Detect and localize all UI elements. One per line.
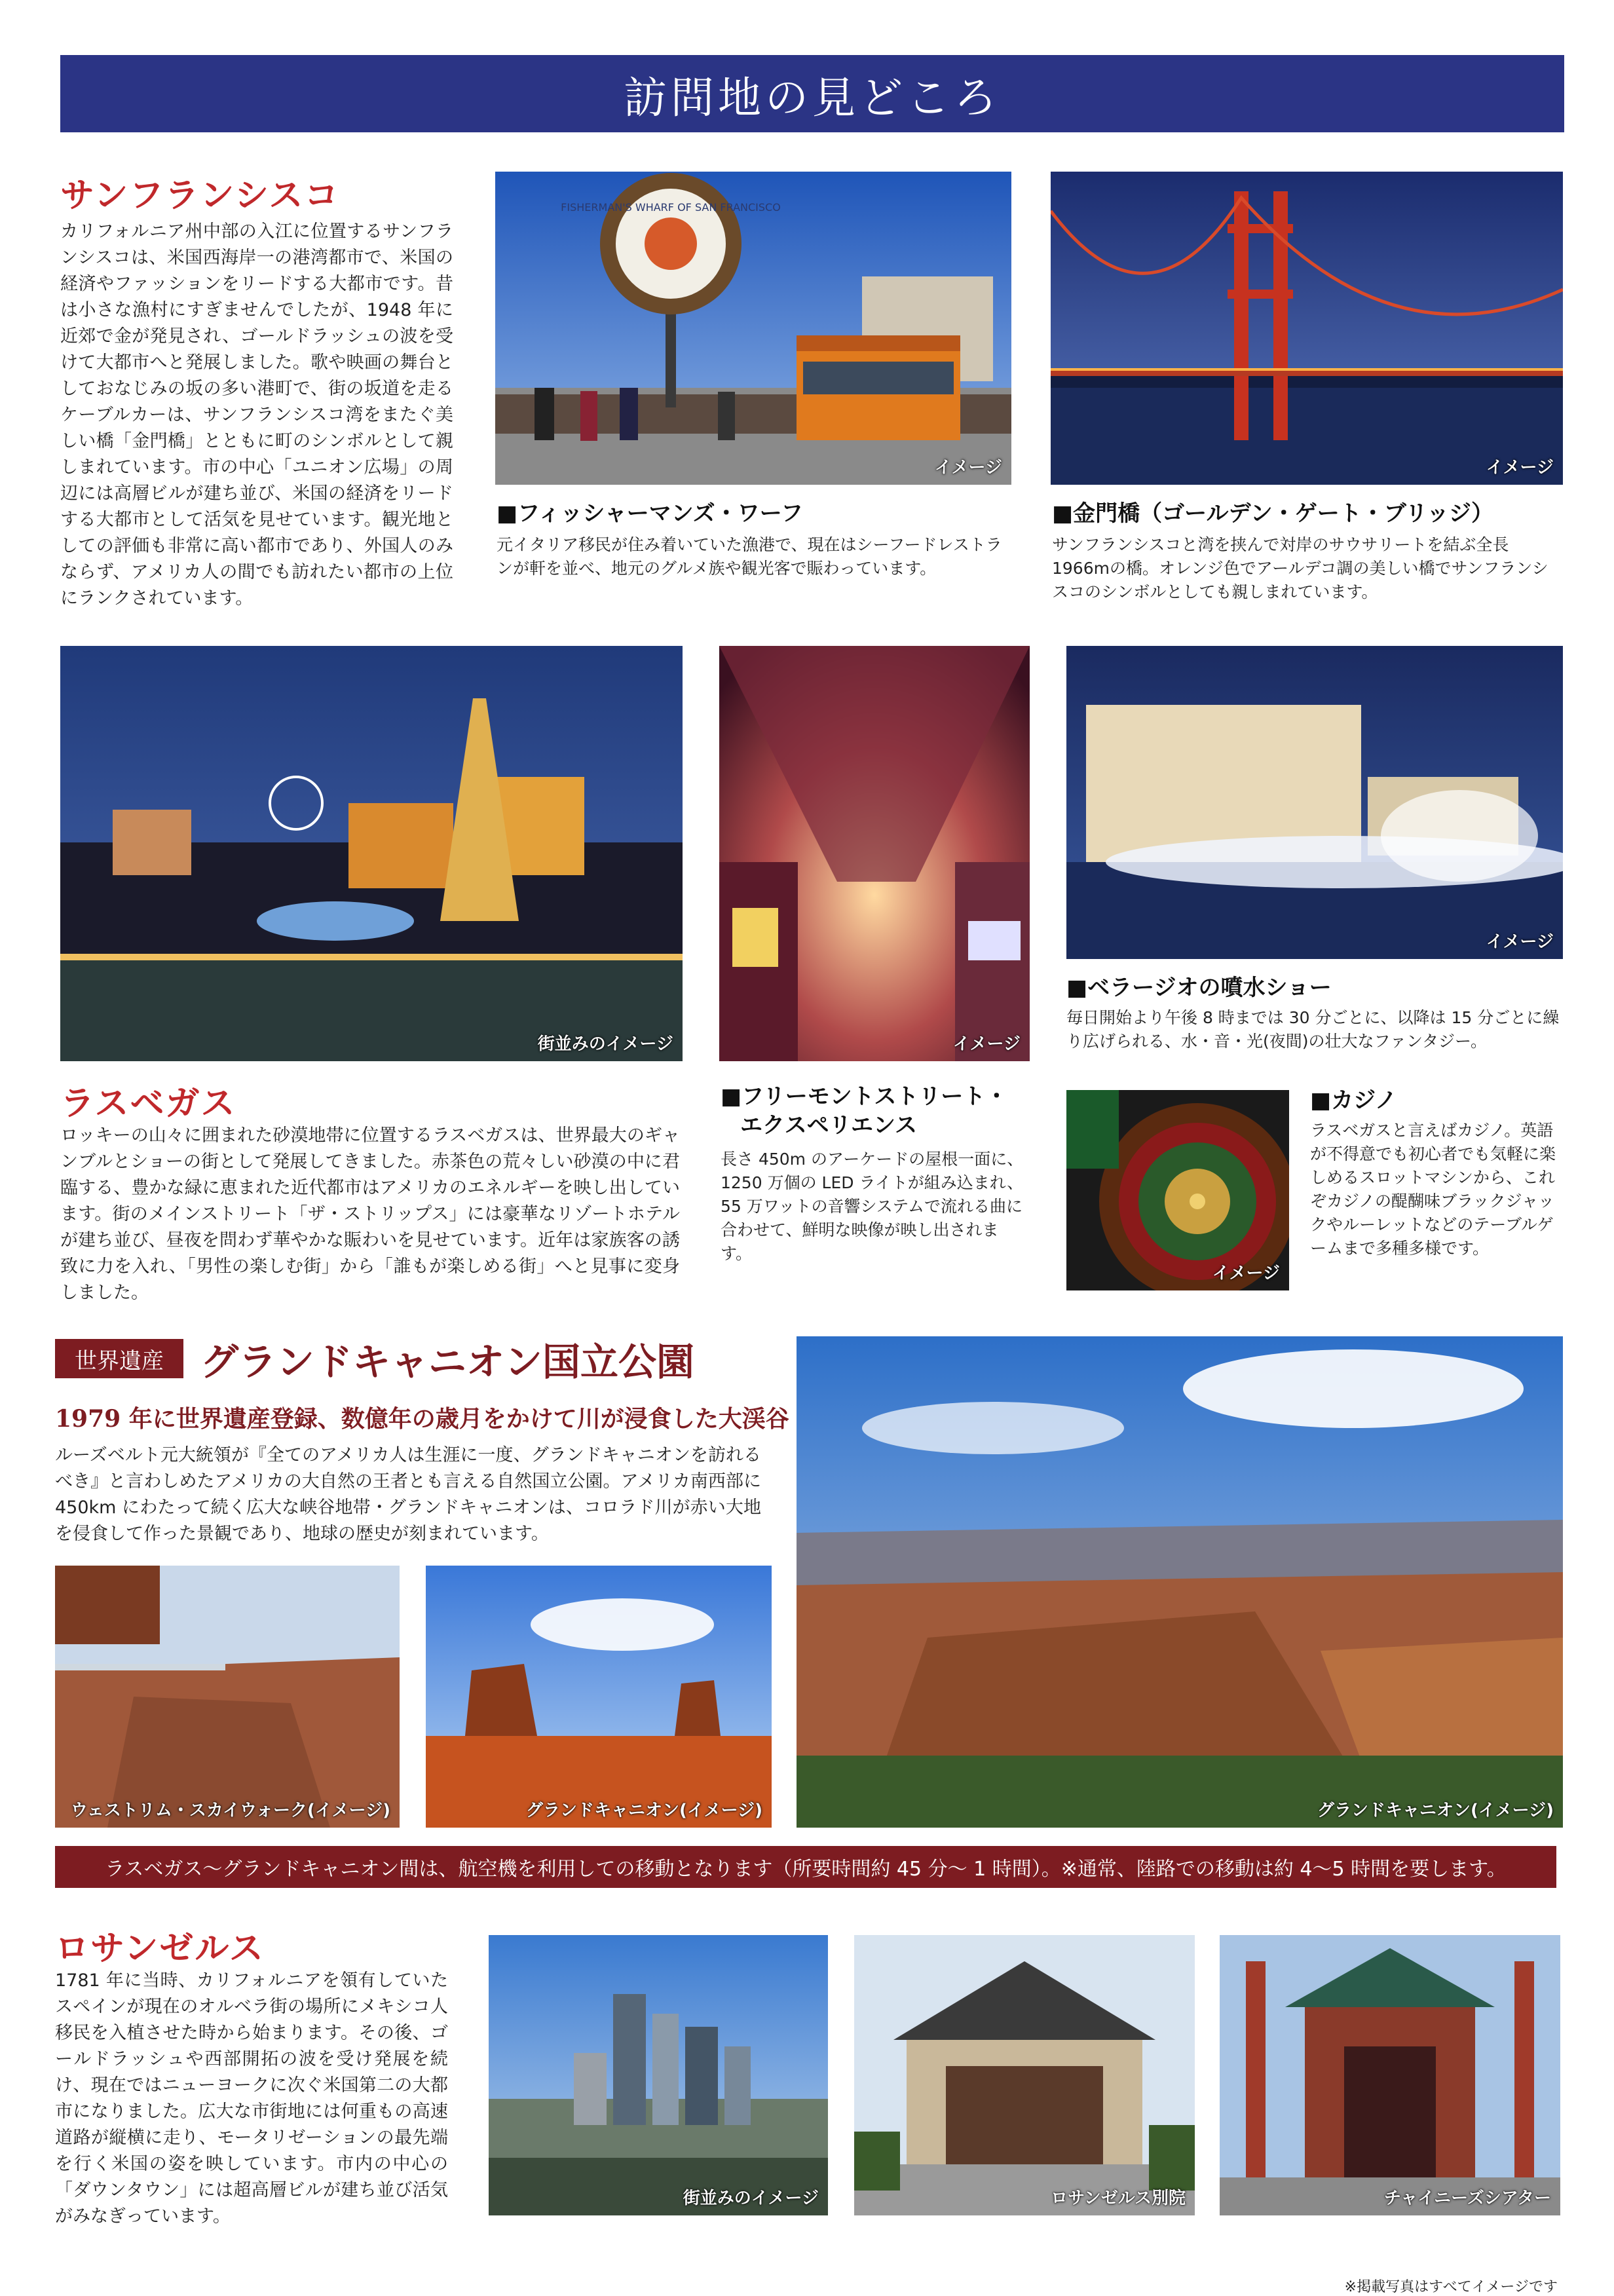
world-heritage-badge: 世界遺産	[55, 1339, 183, 1378]
footnote: ※掲載写真はすべてイメージです	[1344, 2279, 1558, 2295]
bellagio-image-badge: イメージ	[1486, 932, 1554, 952]
grandcanyon-body: ルーズベルト元大統領が『全てのアメリカ人は生涯に一度、グランドキャニオンを訪れるべき』と言わしめたアメリカの大自然の王者とも言える自然国立公園。アメリカ南西部に 450km にわたって続く広大な峡谷地帯・グランドキャニオンは、コロラド川が赤い大地を侵食して作った景観であり、地球の歴史が刻まれています。	[55, 1445, 761, 1544]
lasvegas-cityscape-badge: 街並みのイメージ	[537, 1034, 673, 1054]
goldengate-image-badge: イメージ	[1486, 458, 1554, 478]
bellagio-text: 毎日開始より午後 8 時までは 30 分ごとに、以降は 15 分ごとに繰り広げられる、水・音・光(夜間)の壮大なファンタジー。	[1066, 1008, 1560, 1051]
fremont-title-line1: ■フリーモントストリート・	[721, 1083, 1008, 1110]
lasvegas-body: ロッキーの山々に囲まれた砂漠地帯に位置するラスベガスは、世界最大のギャンブルとショーの街として発展してきました。赤茶色の荒々しい砂漠の中に君臨する、豊かな緑に恵まれた近代都市はアメリカのエネルギーを映し出しています。街のメインストリート「ザ・ストリップス」には豪華なリゾートホテルが建ち並び、昼夜を問わず華やかな賑わいを見せています。近年は家族客の誘致に力を入れ、「男性の楽しむ街」から「誰もが楽しめる街」へと見事に変身しました。	[60, 1125, 680, 1303]
photo-skywalk	[55, 1566, 400, 1828]
monument-image-badge: グランドキャニオン(イメージ)	[526, 1801, 762, 1820]
wharf-text: 元イタリア移民が住み着いていた漁港で、現在はシーフードレストランが軒を並べ、地元のグルメ族や観光客で賑わっています。	[497, 535, 1002, 578]
section-title-lasvegas: ラスベガス	[60, 1084, 236, 1123]
section-title-losangeles: ロサンゼルス	[55, 1929, 265, 1968]
photo-monument-valley	[426, 1566, 772, 1828]
photo-lasvegas-cityscape	[60, 646, 683, 1061]
fremont-text: 長さ 450m のアーケードの屋根一面に、1250 万個の LED ライトが組み込まれ、55 万ワットの音響システムで流れる曲に合わせて、鮮明な映像が映し出されます。	[721, 1150, 1024, 1263]
losangeles-body: 1781 年に当時、カリフォルニアを領有していたスペインが現在のオルベラ街の場所にメキシコ人移民を入植させた時から始まります。その後、ゴールドラッシュや西部開拓の波を受け発展を続け、現在ではニューヨークに次ぐ米国第二の大都市になりました。広大な市街地には何重もの高速道路が縦横に走り、モータリゼーションの最先端を行く米国の姿を映しています。市内の中心の「ダウンタウン」には超高層ビルが建ち並び活気がみなぎっています。	[55, 1970, 448, 2227]
grandcanyon-main-badge: グランドキャニオン(イメージ)	[1317, 1801, 1554, 1820]
section-title-grandcanyon: グランドキャニオン国立公園	[200, 1340, 695, 1384]
casino-image-badge: イメージ	[1212, 1264, 1280, 1283]
wharf-sign-text: FISHERMAN'S WHARF OF SAN FRANCISCO	[561, 201, 781, 214]
photo-chinese-theatre	[1220, 1935, 1560, 2215]
photo-bellagio-fountain	[1066, 646, 1563, 959]
photo-fishermans-wharf	[495, 172, 1011, 485]
casino-title: ■カジノ	[1310, 1087, 1397, 1114]
la-downtown-badge: 街並みのイメージ	[683, 2189, 819, 2208]
section-title-sanfrancisco: サンフランシスコ	[60, 176, 340, 216]
goldengate-text: サンフランシスコと湾を挟んで対岸のサウサリートを結ぶ全長1966mの橋。オレンジ色でアールデコ調の美しい橋でサンフランシスコのシンボルとしても親しまれています。	[1052, 535, 1548, 601]
bellagio-title: ■ベラージオの噴水ショー	[1066, 975, 1332, 1001]
photo-la-downtown	[489, 1935, 828, 2215]
grandcanyon-subtitle: 1979 年に世界遺産登録、数億年の歳月をかけて川が浸食した大渓谷	[55, 1405, 789, 1433]
fremont-title-line2: エクスペリエンス	[740, 1112, 917, 1139]
chinese-theatre-badge: チャイニーズシアター	[1383, 2189, 1551, 2208]
fremont-image-badge: イメージ	[952, 1034, 1021, 1054]
photo-golden-gate	[1051, 172, 1563, 485]
sanfrancisco-body: カリフォルニア州中部の入江に位置するサンフランシスコは、米国西海岸一の港湾都市で、米国の経済やファッションをリードする大都市です。昔は小さな漁村にすぎませんでしたが、1948 年に近郊で金が発見され、ゴールドラッシュの波を受けて大都市へと発展しました。歌や映画の舞台としておなじみの坂の多い港町で、街の坂道を走るケーブルカーは、サンフランシスコ湾をまたぐ美しい橋「金門橋」とともに町のシンボルとして親しまれています。市の中心「ユニオン広場」の周辺には高層ビルが建ち並び、米国の経済をリードする大都市として活気を見せています。観光地としての評価も非常に高い都市であり、外国人のみならず、アメリカ人の間でも訪れたい都市の上位にランクされています。	[60, 221, 453, 609]
page-title: 訪問地の見どころ	[624, 72, 1001, 123]
goldengate-title: ■金門橋（ゴールデン・ゲート・ブリッジ）	[1052, 500, 1494, 527]
skywalk-image-badge: ウェストリム・スカイウォーク(イメージ)	[70, 1801, 390, 1820]
photo-la-betsuin	[854, 1935, 1195, 2215]
page-header	[60, 55, 1564, 132]
transport-notice-banner: ラスベガス～グランドキャニオン間は、航空機を利用しての移動となります（所要時間約 45 分～ 1 時間）。※通常、陸路での移動は約 4～5 時間を要します。	[55, 1846, 1556, 1888]
photo-fremont-street	[719, 646, 1030, 1061]
wharf-title: ■フィッシャーマンズ・ワーフ	[497, 500, 804, 527]
la-betsuin-badge: ロサンゼルス別院	[1051, 2189, 1186, 2208]
casino-text: ラスベガスと言えばカジノ。英語が不得意でも初心者でも気軽に楽しめるスロットマシンから、これぞカジノの醍醐味ブラックジャックやルーレットなどのテーブルゲームまで多種多様です。	[1310, 1121, 1556, 1258]
photo-grandcanyon-main	[797, 1336, 1563, 1828]
wharf-image-badge: イメージ	[934, 458, 1002, 478]
photo-casino-roulette	[1066, 1090, 1289, 1290]
